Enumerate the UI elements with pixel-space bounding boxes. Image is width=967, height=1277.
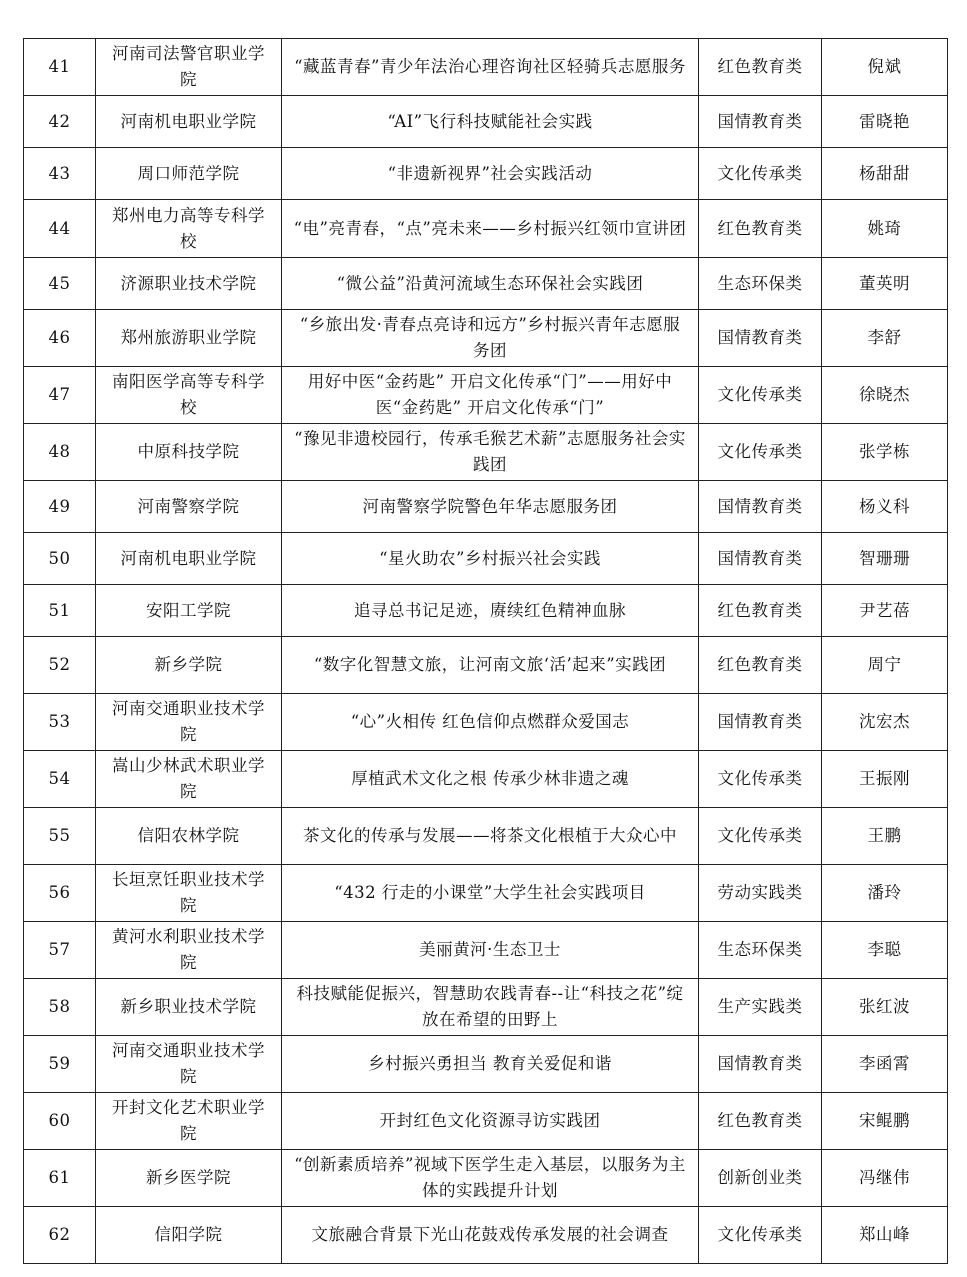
project-name: 科技赋能促振兴，智慧助农践青春--让“科技之花”绽放在希望的田野上 xyxy=(282,979,699,1036)
project-category: 文化传承类 xyxy=(699,148,822,200)
school-name: 信阳学院 xyxy=(96,1207,282,1264)
school-name: 嵩山少林武术职业学院 xyxy=(96,751,282,808)
leader-name: 冯继伟 xyxy=(822,1150,948,1207)
table-row xyxy=(24,1150,948,1207)
school-name: 新乡医学院 xyxy=(96,1150,282,1207)
project-name: “创新素质培养”视域下医学生走入基层，以服务为主体的实践提升计划 xyxy=(282,1150,699,1207)
project-category: 红色教育类 xyxy=(699,1093,822,1150)
leader-name: 潘玲 xyxy=(822,865,948,922)
row-number: 55 xyxy=(24,808,96,865)
row-number: 41 xyxy=(24,39,96,96)
leader-name: 智珊珊 xyxy=(822,533,948,585)
row-number: 60 xyxy=(24,1093,96,1150)
leader-name: 张学栋 xyxy=(822,424,948,481)
project-name: “非遗新视界”社会实践活动 xyxy=(282,148,699,200)
school-name: 信阳农林学院 xyxy=(96,808,282,865)
leader-name: 沈宏杰 xyxy=(822,694,948,751)
row-number: 61 xyxy=(24,1150,96,1207)
table-row xyxy=(24,1036,948,1093)
project-category: 红色教育类 xyxy=(699,200,822,258)
school-name: 黄河水利职业技术学院 xyxy=(96,922,282,979)
leader-name: 徐晓杰 xyxy=(822,367,948,424)
row-number: 47 xyxy=(24,367,96,424)
school-name: 河南司法警官职业学院 xyxy=(96,39,282,96)
project-category: 文化传承类 xyxy=(699,424,822,481)
row-number: 53 xyxy=(24,694,96,751)
row-number: 51 xyxy=(24,585,96,637)
school-name: 河南警察学院 xyxy=(96,481,282,533)
leader-name: 董英明 xyxy=(822,258,948,310)
project-table xyxy=(23,38,948,1264)
school-name: 安阳工学院 xyxy=(96,585,282,637)
leader-name: 郑山峰 xyxy=(822,1207,948,1264)
table-row xyxy=(24,637,948,694)
project-category: 国情教育类 xyxy=(699,96,822,148)
project-name: “432 行走的小课堂”大学生社会实践项目 xyxy=(282,865,699,922)
table-row xyxy=(24,310,948,367)
table-row xyxy=(24,258,948,310)
leader-name: 王振刚 xyxy=(822,751,948,808)
table-row xyxy=(24,424,948,481)
table-row xyxy=(24,751,948,808)
school-name: 开封文化艺术职业学院 xyxy=(96,1093,282,1150)
table-row xyxy=(24,39,948,96)
school-name: 河南交通职业技术学院 xyxy=(96,694,282,751)
table-row xyxy=(24,1093,948,1150)
leader-name: 宋鲲鹏 xyxy=(822,1093,948,1150)
table-row xyxy=(24,481,948,533)
row-number: 43 xyxy=(24,148,96,200)
project-name: 茶文化的传承与发展——将茶文化根植于大众心中 xyxy=(282,808,699,865)
leader-name: 李舒 xyxy=(822,310,948,367)
project-category: 国情教育类 xyxy=(699,533,822,585)
school-name: 南阳医学高等专科学校 xyxy=(96,367,282,424)
project-name: 追寻总书记足迹，赓续红色精神血脉 xyxy=(282,585,699,637)
row-number: 57 xyxy=(24,922,96,979)
project-category: 文化传承类 xyxy=(699,367,822,424)
school-name: 周口师范学院 xyxy=(96,148,282,200)
leader-name: 姚琦 xyxy=(822,200,948,258)
table-row xyxy=(24,1207,948,1264)
school-name: 长垣烹饪职业技术学院 xyxy=(96,865,282,922)
table-row xyxy=(24,200,948,258)
project-name: 厚植武术文化之根 传承少林非遗之魂 xyxy=(282,751,699,808)
leader-name: 杨甜甜 xyxy=(822,148,948,200)
leader-name: 王鹏 xyxy=(822,808,948,865)
leader-name: 李聪 xyxy=(822,922,948,979)
school-name: 河南交通职业技术学院 xyxy=(96,1036,282,1093)
project-name: 用好中医“金药匙” 开启文化传承“门”——用好中医“金药匙” 开启文化传承“门” xyxy=(282,367,699,424)
table-row xyxy=(24,533,948,585)
project-category: 生态环保类 xyxy=(699,258,822,310)
row-number: 56 xyxy=(24,865,96,922)
school-name: 新乡职业技术学院 xyxy=(96,979,282,1036)
project-name: “心”火相传 红色信仰点燃群众爱国志 xyxy=(282,694,699,751)
project-category: 生态环保类 xyxy=(699,922,822,979)
table-row xyxy=(24,585,948,637)
row-number: 54 xyxy=(24,751,96,808)
project-name: “星火助农”乡村振兴社会实践 xyxy=(282,533,699,585)
school-name: 郑州旅游职业学院 xyxy=(96,310,282,367)
school-name: 郑州电力高等专科学校 xyxy=(96,200,282,258)
project-category: 国情教育类 xyxy=(699,1036,822,1093)
project-category: 创新创业类 xyxy=(699,1150,822,1207)
table-row xyxy=(24,808,948,865)
row-number: 58 xyxy=(24,979,96,1036)
table-row xyxy=(24,367,948,424)
row-number: 59 xyxy=(24,1036,96,1093)
project-name: 河南警察学院警色年华志愿服务团 xyxy=(282,481,699,533)
row-number: 42 xyxy=(24,96,96,148)
school-name: 新乡学院 xyxy=(96,637,282,694)
project-category: 国情教育类 xyxy=(699,694,822,751)
project-name: “藏蓝青春”青少年法治心理咨询社区轻骑兵志愿服务 xyxy=(282,39,699,96)
row-number: 45 xyxy=(24,258,96,310)
project-name: “微公益”沿黄河流域生态环保社会实践团 xyxy=(282,258,699,310)
project-category: 文化传承类 xyxy=(699,751,822,808)
school-name: 河南机电职业学院 xyxy=(96,96,282,148)
project-name: “电”亮青春，“点”亮未来——乡村振兴红领巾宣讲团 xyxy=(282,200,699,258)
project-category: 劳动实践类 xyxy=(699,865,822,922)
project-category: 红色教育类 xyxy=(699,637,822,694)
row-number: 48 xyxy=(24,424,96,481)
project-category: 文化传承类 xyxy=(699,808,822,865)
project-name: “数字化智慧文旅，让河南文旅‘活’起来”实践团 xyxy=(282,637,699,694)
project-name: 乡村振兴勇担当 教育关爱促和谐 xyxy=(282,1036,699,1093)
project-table-body xyxy=(24,39,948,1264)
school-name: 中原科技学院 xyxy=(96,424,282,481)
leader-name: 张红波 xyxy=(822,979,948,1036)
table-row xyxy=(24,979,948,1036)
row-number: 46 xyxy=(24,310,96,367)
leader-name: 倪斌 xyxy=(822,39,948,96)
table-row xyxy=(24,148,948,200)
project-category: 国情教育类 xyxy=(699,310,822,367)
project-name: 美丽黄河·生态卫士 xyxy=(282,922,699,979)
project-category: 红色教育类 xyxy=(699,39,822,96)
project-category: 生产实践类 xyxy=(699,979,822,1036)
project-category: 国情教育类 xyxy=(699,481,822,533)
school-name: 河南机电职业学院 xyxy=(96,533,282,585)
project-name: “AI”飞行科技赋能社会实践 xyxy=(282,96,699,148)
leader-name: 李函霄 xyxy=(822,1036,948,1093)
table-row xyxy=(24,694,948,751)
leader-name: 雷晓艳 xyxy=(822,96,948,148)
project-name: “豫见非遗校园行，传承毛猴艺术薪”志愿服务社会实践团 xyxy=(282,424,699,481)
leader-name: 周宁 xyxy=(822,637,948,694)
row-number: 50 xyxy=(24,533,96,585)
leader-name: 杨义科 xyxy=(822,481,948,533)
table-row xyxy=(24,865,948,922)
row-number: 62 xyxy=(24,1207,96,1264)
leader-name: 尹艺蓓 xyxy=(822,585,948,637)
row-number: 44 xyxy=(24,200,96,258)
project-category: 文化传承类 xyxy=(699,1207,822,1264)
school-name: 济源职业技术学院 xyxy=(96,258,282,310)
project-name: 文旅融合背景下光山花鼓戏传承发展的社会调查 xyxy=(282,1207,699,1264)
table-row xyxy=(24,922,948,979)
row-number: 49 xyxy=(24,481,96,533)
project-category: 红色教育类 xyxy=(699,585,822,637)
project-name: “乡旅出发·青春点亮诗和远方”乡村振兴青年志愿服务团 xyxy=(282,310,699,367)
project-name: 开封红色文化资源寻访实践团 xyxy=(282,1093,699,1150)
table-row xyxy=(24,96,948,148)
row-number: 52 xyxy=(24,637,96,694)
